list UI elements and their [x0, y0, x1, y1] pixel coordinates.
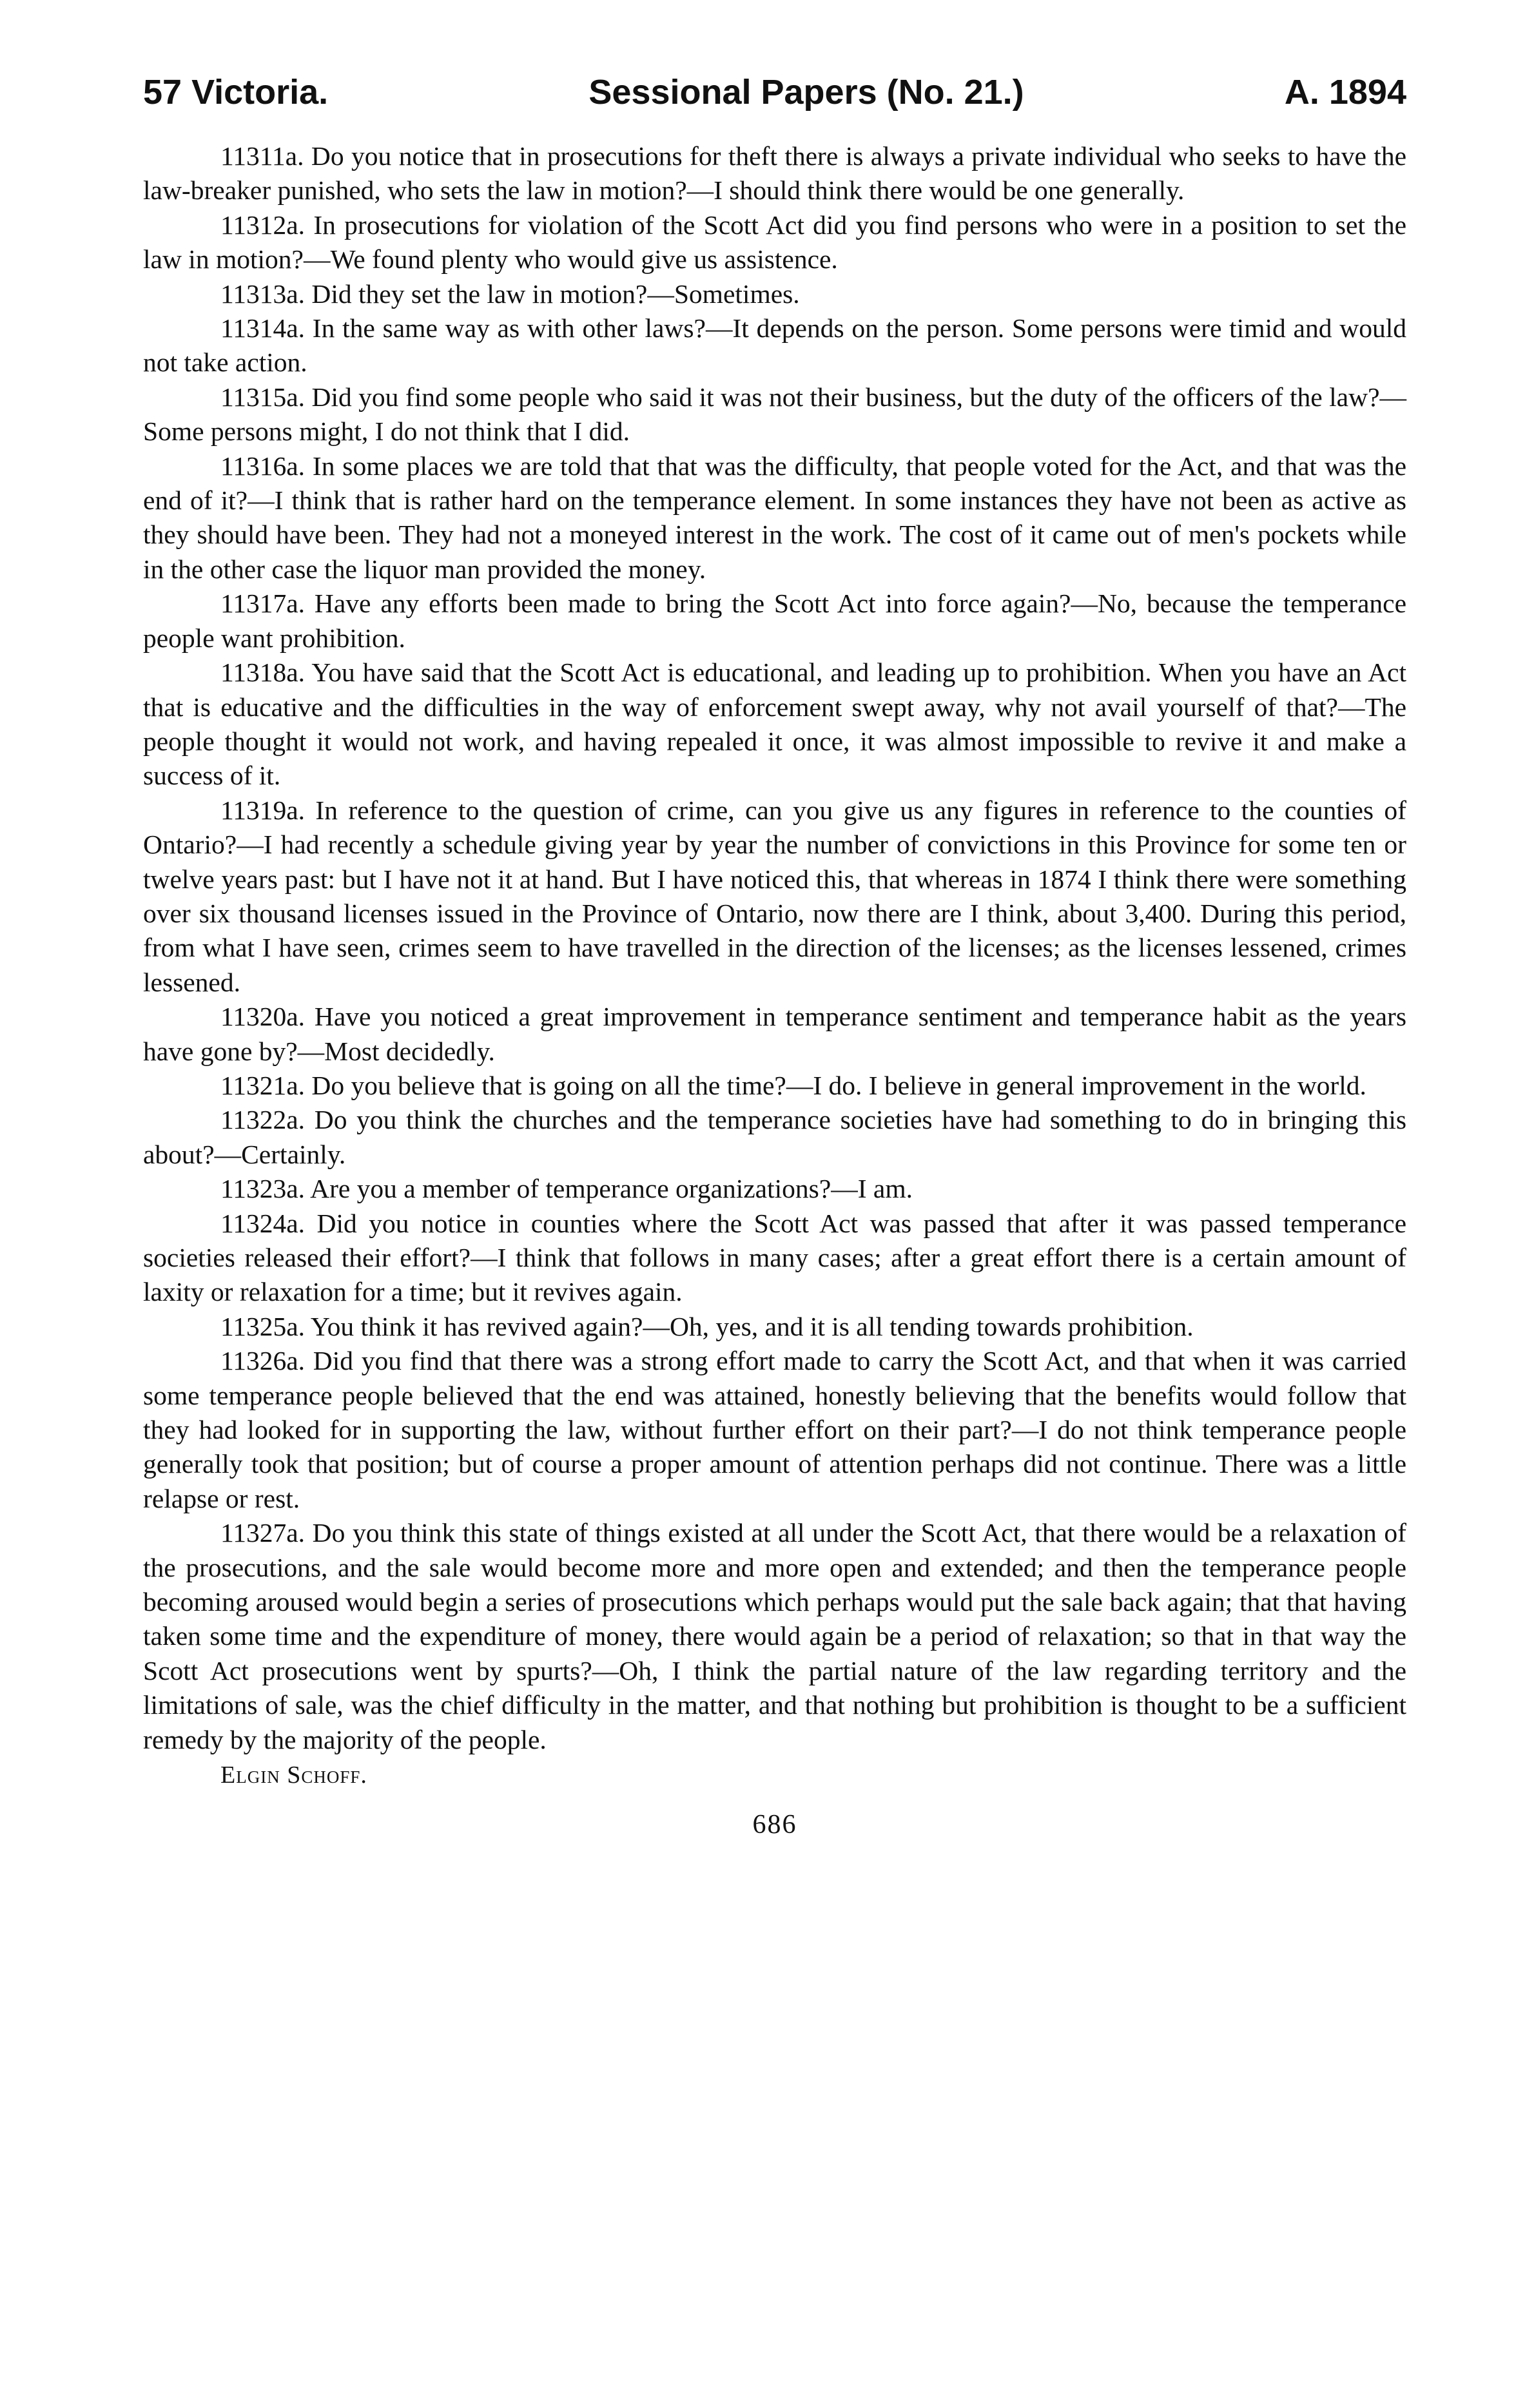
- question-number-suffix: a.: [286, 1002, 306, 1032]
- question-text: In prosecutions for violation of the Scott Act did you find persons who were in a position to set the law in motion?—We found plenty who would give us assistence.: [143, 209, 1406, 275]
- question-paragraph: [143, 1069, 1406, 1103]
- question-number: 11320: [220, 1002, 287, 1032]
- question-text: Do you believe that is going on all the time?—I do. I believe in general improvement in the world.: [305, 1070, 1366, 1100]
- question-number-suffix: a.: [286, 278, 306, 309]
- question-number-suffix: a.: [286, 209, 306, 240]
- question-number: 11314: [220, 313, 287, 344]
- question-paragraph: [143, 1344, 1406, 1516]
- question-number-suffix: a.: [286, 1070, 306, 1100]
- question-number-suffix: a.: [286, 1518, 306, 1548]
- document-page: [143, 72, 1406, 1840]
- question-number-suffix: a.: [286, 795, 306, 825]
- question-text: In some places we are told that that was the difficulty, that people voted for the Act, and that was the end of it?—I think that is rather hard on the temperance element. In some instances they have not been as active as they should have been. They had not a moneyed interest in the work. The cost of it came out of men's pockets while in the other case the liquor man provided the money.: [143, 451, 1406, 584]
- question-number-suffix: a.: [286, 451, 306, 481]
- question-text: Did you notice in counties where the Scott Act was passed that after it was passed temperance societies released their effort?—I think that follows in many cases; after a great effort there is a certain amount of laxity or relaxation for a time; but it revives again.: [143, 1208, 1406, 1307]
- page-number: 686: [752, 1810, 797, 1840]
- witness-signature: Elgin Schoff.: [220, 1762, 367, 1789]
- question-text: You think it has revived again?—Oh, yes, and it is all tending towards prohibition.: [305, 1311, 1194, 1341]
- header-title: Sessional Papers (No. 21.): [588, 73, 1024, 112]
- question-text: In reference to the question of crime, can you give us any figures in reference to the counties of Ontario?—I had recently a schedule giving year by year the number of convictions in this Province for some ten or twelve years past: but I have not it at hand. But I have noticed this, that whereas in 1874 I think there were something over six thousand licenses issued in the Province of Ontario, now there are I think, about 3,400. During this period, from what I have seen, crimes seem to have travelled in the direction of the licenses; as the licenses lessened, crimes lessened.: [143, 795, 1406, 997]
- question-paragraph: [143, 449, 1406, 587]
- question-text: Did you find some people who said it was not their business, but the duty of the officers of the law?—Some persons might, I do not think that I did.: [143, 382, 1406, 447]
- question-number: 11324: [220, 1208, 287, 1238]
- question-paragraph: [143, 655, 1406, 793]
- question-number: 11313: [220, 278, 287, 309]
- question-text: Do you think the churches and the temperance societies have had something to do in bringing this about?—Certainly.: [143, 1105, 1406, 1169]
- question-number: 11325: [220, 1311, 287, 1341]
- question-paragraph: [143, 139, 1406, 208]
- question-paragraph: [143, 1000, 1406, 1069]
- question-paragraph: [143, 1103, 1406, 1172]
- question-paragraph: [143, 208, 1406, 277]
- header-year: A. 1894: [1284, 73, 1406, 112]
- question-number-suffix: a.: [286, 1174, 306, 1204]
- question-paragraph: [143, 793, 1406, 1000]
- question-number-suffix: a.: [286, 1346, 306, 1376]
- question-number: 11312: [220, 209, 287, 240]
- question-paragraph: [143, 1516, 1406, 1757]
- question-number: 11322: [220, 1105, 287, 1135]
- question-number-suffix: a.: [285, 141, 304, 171]
- question-paragraph: [143, 1207, 1406, 1310]
- question-text: Did they set the law in motion?—Sometimes.: [305, 278, 800, 309]
- question-number: 11318: [220, 657, 287, 688]
- question-text: You have said that the Scott Act is educational, and leading up to prohibition. When you have an Act that is educative and the difficulties in the way of enforcement swept away, why not avail yourself of that?—The people thought it would not work, and having repealed it once, it was almost impossible to revive it and make a success of it.: [143, 657, 1406, 791]
- question-number-suffix: a.: [286, 1311, 306, 1341]
- question-number-suffix: a.: [286, 313, 306, 344]
- page-header: [143, 72, 1406, 126]
- question-text: Do you think this state of things existed at all under the Scott Act, that there would be a relaxation of the prosecutions, and the sale would become more and more open and extended; and then the temperance people becoming aroused would begin a series of prosecutions which perhaps would put the sale back again; that that having taken some time and the expenditure of money, there would again be a period of relaxation; so that in that way the Scott Act prosecutions went by spurts?—Oh, I think the partial nature of the law regarding territory and the limitations of sale, was the chief difficulty in the matter, and that nothing but prohibition is thought to be a sufficient remedy by the majority of the people.: [143, 1518, 1406, 1754]
- question-number-suffix: a.: [286, 382, 306, 412]
- question-number: 11317: [220, 588, 287, 619]
- question-paragraph: [143, 1172, 1406, 1206]
- question-number-suffix: a.: [286, 1105, 306, 1135]
- question-text: Do you notice that in prosecutions for theft there is always a private individual who seeks to have the law-breaker punished, who sets the law in motion?—I should think there would be one generally.: [143, 141, 1406, 206]
- question-text: In the same way as with other laws?—It depends on the person. Some persons were timid and would not take action.: [143, 313, 1406, 378]
- question-text: Have you noticed a great improvement in temperance sentiment and temperance habit as the years have gone by?—Most decidedly.: [143, 1002, 1406, 1066]
- question-number-suffix: a.: [286, 1208, 306, 1238]
- question-number-suffix: a.: [286, 588, 306, 619]
- question-paragraph: [143, 311, 1406, 380]
- question-number: 11326: [220, 1346, 287, 1376]
- question-number-suffix: a.: [286, 657, 306, 688]
- header-session: 57 Victoria.: [143, 73, 329, 112]
- question-paragraph: [143, 277, 1406, 311]
- question-text: Did you find that there was a strong effort made to carry the Scott Act, and that when it was carried some temperance people believed that the end was attained, honestly believing that the benefits would follow that they had looked for in supporting the law, without further effort on their part?—I do not think temperance people generally took that position; but of course a proper amount of attention perhaps did not continue. There was a little relapse or rest.: [143, 1346, 1406, 1513]
- question-number: 11327: [220, 1518, 287, 1548]
- question-number: 11311: [220, 141, 286, 171]
- question-number: 11323: [220, 1174, 287, 1204]
- question-paragraph: [143, 1310, 1406, 1344]
- testimony-body: [143, 139, 1406, 1757]
- question-text: Have any efforts been made to bring the Scott Act into force again?—No, because the temperance people want prohibition.: [143, 588, 1406, 653]
- question-number: 11321: [220, 1070, 287, 1100]
- question-number: 11319: [220, 795, 287, 825]
- question-text: Are you a member of temperance organizations?—I am.: [305, 1174, 913, 1204]
- question-paragraph: [143, 587, 1406, 655]
- question-paragraph: [143, 380, 1406, 449]
- question-number: 11316: [220, 451, 287, 481]
- question-number: 11315: [220, 382, 287, 412]
